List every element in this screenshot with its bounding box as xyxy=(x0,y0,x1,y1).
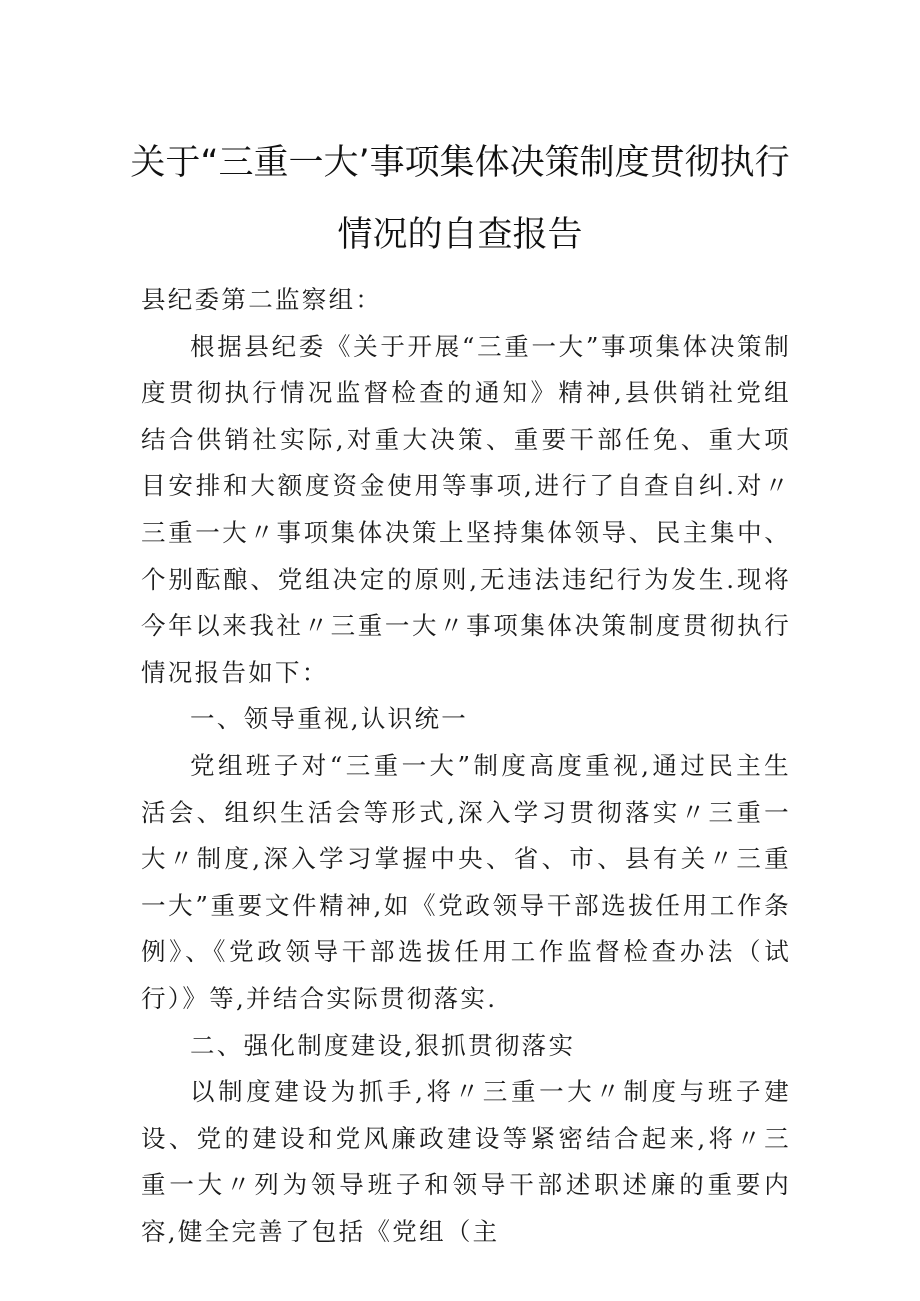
document-title-line-1: 关于“三重一大’事项集体决策制度贯彻执行 xyxy=(130,143,790,183)
document-title-line-2: 情况的自查报告 xyxy=(337,215,583,255)
paragraph-intro: 根据县纪委《关于开展“三重一大”事项集体决策制度贯彻执行情况监督检查的通知》精神,县供销社党组结合供销社实际,对重大决策、重要干部任免、重大项目安排和大额度资金使用等事项,进行了自查自纠.对〃三重一大〃事项集体决策上坚持集体领导、民主集中、个别酝酿、党组决定的原则,无违法违纪行为发生.现将今年以来我社〃三重一大〃事项集体决策制度贯彻执行情况报告如下： xyxy=(141,331,791,687)
paragraph-section-1: 党组班子对“三重一大”制度高度重视,通过民主生活会、组织生活会等形式,深入学习贯彻落实〃三重一大〃制度,深入学习掌握中央、省、市、县有关〃三重一大”重要文件精神,如《党政领导干部选拔任用工作条例》、《党政领导干部选拔任用工作监督检查办法（试行）》等,并结合实际贯彻落实. xyxy=(141,750,791,1013)
document-body xyxy=(141,277,791,1255)
section-heading-1: 一、领导重视,认识统一 xyxy=(190,704,469,734)
salutation: 县纪委第二监察组： xyxy=(141,285,383,314)
section-heading-2: 二、强化制度建设,狠抓贯彻落实 xyxy=(190,1030,576,1060)
paragraph-section-2: 以制度建设为抓手,将〃三重一大〃制度与班子建设、党的建设和党风廉政建设等紧密结合起来,将〃三重一大〃列为领导班子和领导干部述职述廉的重要内容,健全完善了包括《党组（主 xyxy=(141,1077,791,1246)
